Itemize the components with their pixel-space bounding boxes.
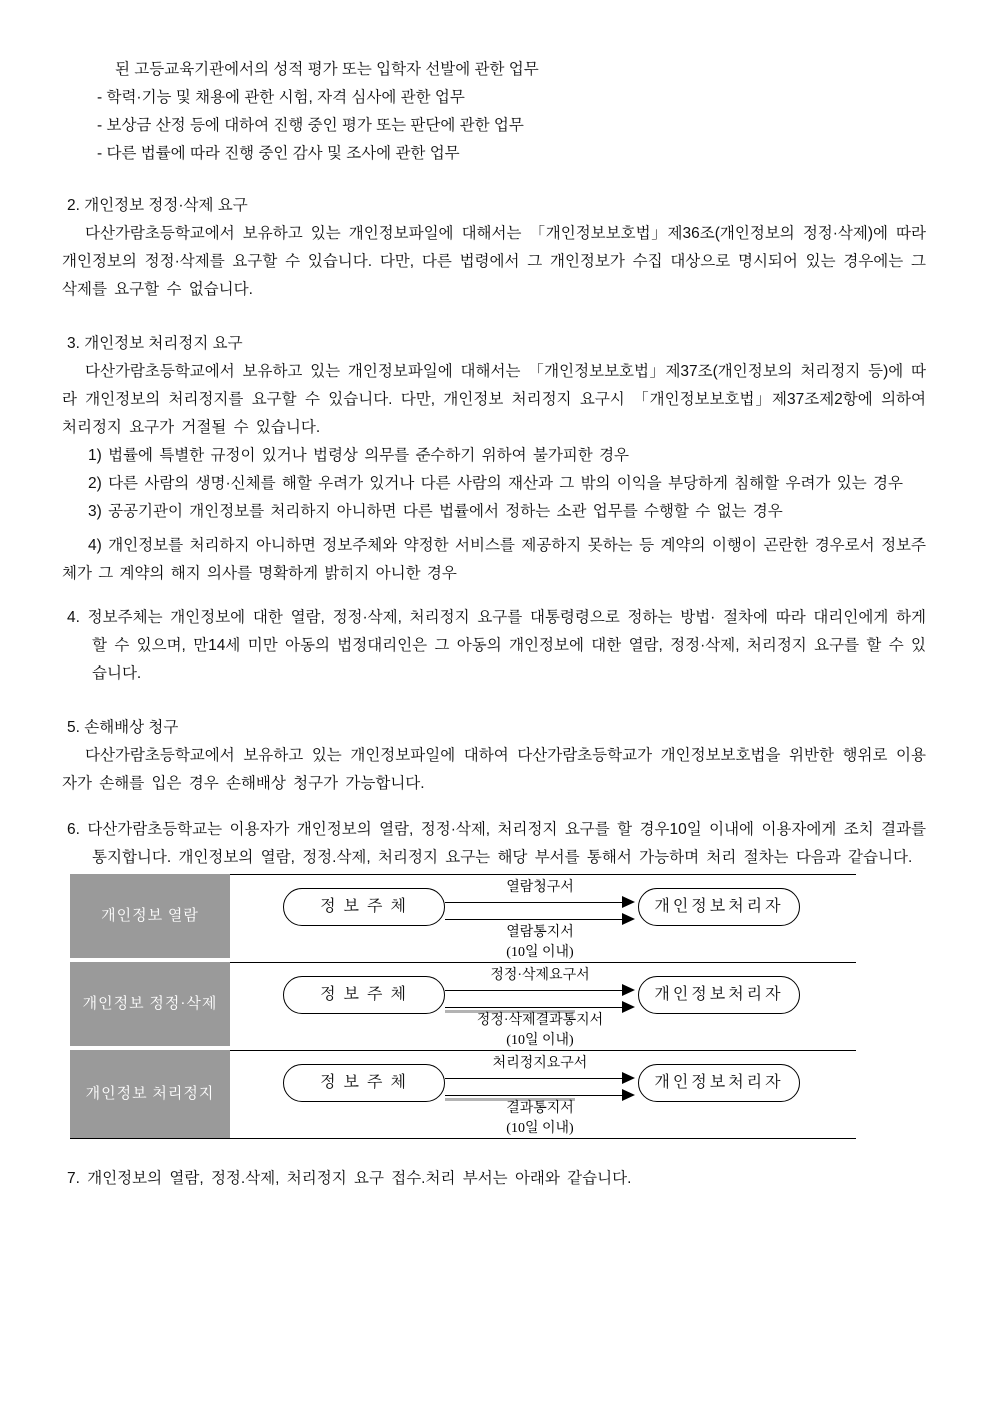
intro-line: - 다른 법률에 따라 진행 중인 감사 및 조사에 관한 업무: [97, 145, 460, 162]
intro-line: 된 고등교육기관에서의 성적 평가 또는 입학자 선발에 관한 업무: [115, 61, 539, 78]
request-label: 열람청구서: [506, 880, 574, 895]
flow-cell: [230, 1050, 856, 1138]
request-arrowhead-icon: [622, 984, 635, 996]
processor-oval: 개인정보처리자: [638, 1064, 800, 1102]
section-5-body: 다산가람초등학교에서 보유하고 있는 개인정보파일에 대하여 다산가람초등학교가 개인정보보호법을 위반한 행위로 이용자가 손해를 입은 경우 손해배상 청구가 가능합니다.: [62, 747, 926, 792]
processor-oval: 개인정보처리자: [638, 888, 800, 926]
flow-cell: [230, 874, 856, 962]
deadline-note: (10일 이내): [506, 945, 574, 960]
response-arrow-line: [445, 1007, 622, 1008]
request-label: 정정·삭제요구서: [490, 968, 590, 983]
processor-oval: 개인정보처리자: [638, 976, 800, 1014]
deadline-note: (10일 이내): [506, 1033, 574, 1048]
section-7-body: 7. 개인정보의 열람, 정정.삭제, 처리정지 요구 접수.처리 부서는 아래와 같습니다.: [67, 1170, 632, 1187]
section-5-title: 5. 손해배상 청구: [67, 719, 179, 736]
response-arrowhead-icon: [622, 1001, 635, 1013]
intro-line: - 보상금 산정 등에 대하여 진행 중인 평가 또는 판단에 관한 업무: [97, 117, 524, 134]
subject-oval: 정 보 주 체: [283, 1064, 445, 1102]
section-3-item-2: 2) 다른 사람의 생명·신체를 해할 우려가 있거나 다른 사람의 재산과 그 밖의 이익을 부당하게 침해할 우려가 있는 경우: [88, 475, 903, 492]
response-arrowhead-icon: [622, 913, 635, 925]
section-3-body: 다산가람초등학교에서 보유하고 있는 개인정보파일에 대해서는 「개인정보보호법」제37조(개인정보의 처리정지 등)에 따라 개인정보의 처리정지를 요구할 수 있습니다. 다만, 개인정보 처리정지 요구시 「개인정보보호법」제37조제2항에 의하여 처리정지 요구가 거절될 수 있습니다.: [62, 363, 926, 436]
section-3-title: 3. 개인정보 처리정지 요구: [67, 335, 243, 352]
section-2-title: 2. 개인정보 정정·삭제 요구: [67, 197, 248, 214]
section-6-body: 6. 다산가람초등학교는 이용자가 개인정보의 열람, 정정·삭제, 처리정지 요구를 할 경우10일 이내에 이용자에게 조치 결과를 통지합니다. 개인정보의 열람, 정정.삭제, 처리정지 요구는 해당 부서를 통해서 가능하며 처리 절차는 다음과 같습니다.: [67, 821, 926, 866]
section-3-item-1: 1) 법률에 특별한 규정이 있거나 법령상 의무를 준수하기 위하여 불가피한 경우: [88, 447, 630, 464]
category-cell: 개인정보 열람: [70, 874, 230, 958]
intro-list: [62, 56, 926, 168]
diagram-row-suspend: [70, 1050, 856, 1138]
section-3-item-3: 3) 공공기관이 개인정보를 처리하지 아니하면 다른 법률에서 정하는 소관 업무를 수행할 수 없는 경우: [88, 503, 783, 520]
section-3-item-4: 4) 개인정보를 처리하지 아니하면 정보주체와 약정한 서비스를 제공하지 못하는 등 계약의 이행이 곤란한 경우로서 정보주체가 그 계약의 해지 의사를 명확하게 밝히지 아니한 경우: [62, 537, 926, 582]
response-label: 열람통지서: [506, 925, 574, 940]
request-arrowhead-icon: [622, 896, 635, 908]
response-arrowhead-icon: [622, 1089, 635, 1101]
category-cell: 개인정보 처리정지: [70, 1050, 230, 1138]
request-arrow-line: [445, 1078, 622, 1079]
diagram-row-correct: [70, 962, 856, 1050]
response-arrow-line: [445, 919, 622, 920]
request-label: 처리정지요구서: [492, 1056, 588, 1071]
response-arrow-line: [445, 1095, 622, 1096]
category-cell: 개인정보 정정·삭제: [70, 962, 230, 1046]
response-label: 정정·삭제결과통지서: [476, 1013, 604, 1028]
request-arrow-line: [445, 990, 622, 991]
request-arrowhead-icon: [622, 1072, 635, 1084]
request-arrow-line: [445, 902, 622, 903]
diagram-row-view: [70, 874, 856, 962]
intro-line: - 학력·기능 및 채용에 관한 시험, 자격 심사에 관한 업무: [97, 89, 465, 106]
subject-oval: 정 보 주 체: [283, 888, 445, 926]
flow-cell: [230, 962, 856, 1050]
section-2-body: 다산가람초등학교에서 보유하고 있는 개인정보파일에 대해서는 「개인정보보호법」제36조(개인정보의 정정·삭제)에 따라 개인정보의 정정·삭제를 요구할 수 있습니다. 다만, 다른 법령에서 그 개인정보가 수집 대상으로 명시되어 있는 경우에는 그 삭제를 요구할 수 없습니다.: [62, 225, 926, 298]
response-label: 결과통지서: [506, 1101, 574, 1116]
deadline-note: (10일 이내): [506, 1121, 574, 1136]
section-4-body: 4. 정보주체는 개인정보에 대한 열람, 정정·삭제, 처리정지 요구를 대통령령으로 정하는 방법· 절차에 따라 대리인에게 하게 할 수 있으며, 만14세 미만 아동의 법정대리인은 그 아동의 개인정보에 대한 열람, 정정·삭제, 처리정지 요구를 할 수 있습니다.: [67, 609, 926, 682]
subject-oval: 정 보 주 체: [283, 976, 445, 1014]
procedure-diagram: [70, 874, 856, 1139]
